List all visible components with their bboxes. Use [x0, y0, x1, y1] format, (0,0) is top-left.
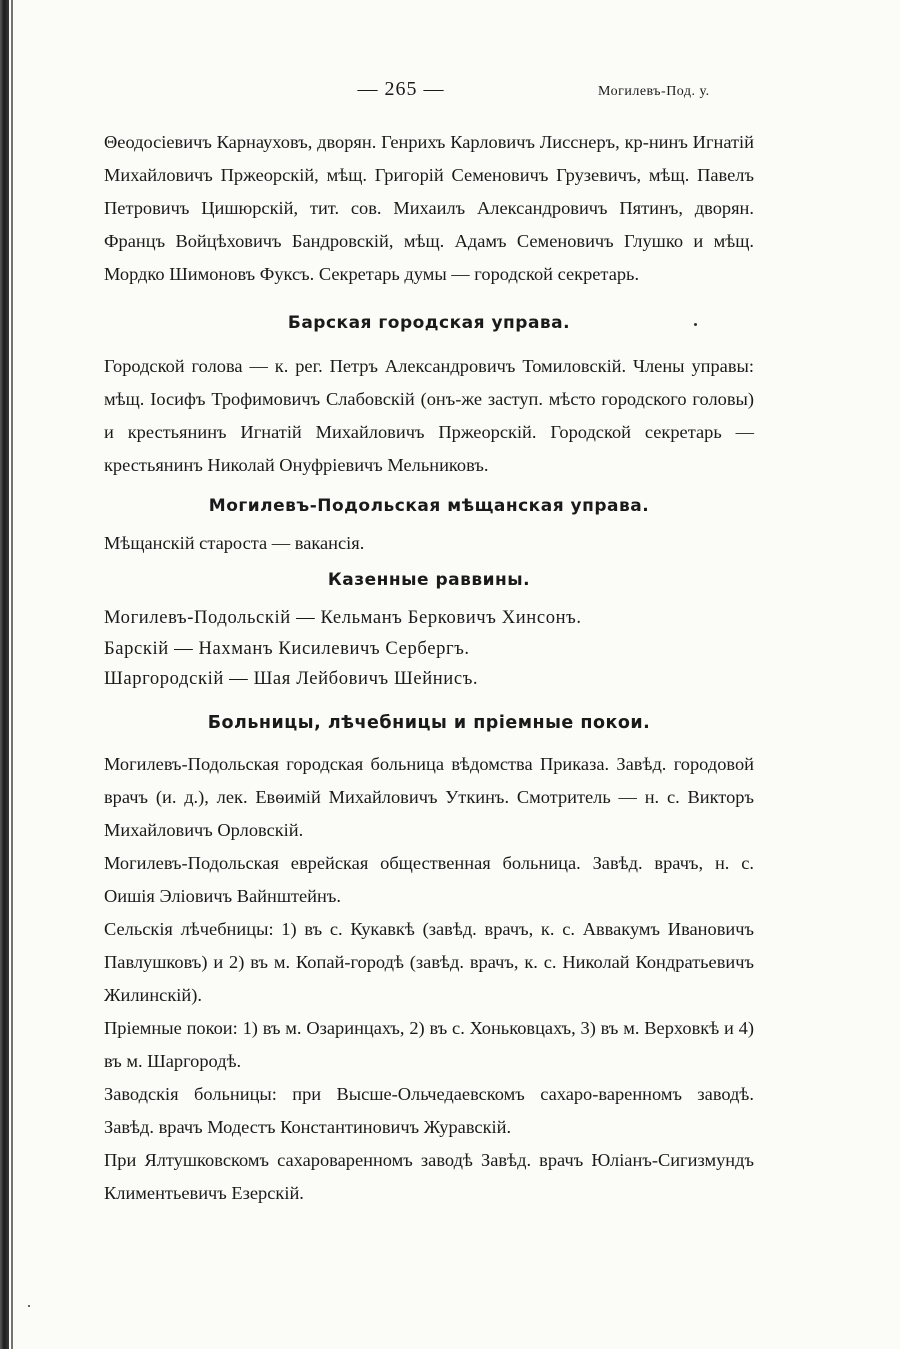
section-heading-hospitals: Больницы, лѣчебницы и пріемные покои. [207, 712, 651, 733]
binding-shadow [11, 0, 13, 1349]
rabbi-entry: Барскій — Нахманъ Кисилевичъ Сербергъ. [104, 637, 470, 659]
section-heading-meshchane-council: Могилевъ-Подольская мѣщанская управа. [208, 496, 650, 516]
hospital-paragraph: Сельскія лѣчебницы: 1) въ с. Кукавкѣ (завѣд. врачъ, к. с. Аввакумъ Ивановичъ Павлушковъ) и 2) въ м. Копай-городѣ (завѣд. врачъ, к. с. Николай Кондратьевичъ Жилинскій). [104, 918, 754, 1005]
print-speck [28, 1305, 30, 1307]
rabbi-entry: Могилевъ-Подольскій — Кельманъ Берковичъ Хинсонъ. [104, 607, 582, 628]
book-binding-edge [0, 0, 9, 1349]
hospital-paragraph: Могилевъ-Подольская городская больница вѣдомства Приказа. Завѣд. городовой врачъ (и. д.), лек. Евѳимій Михайловичъ Уткинъ. Смотритель — н. с. Викторъ Михайловичъ Орловскій. [104, 753, 754, 840]
page-body [104, 126, 754, 1210]
continuation-paragraph: Θеодосіевичъ Карнауховъ, дворян. Генрихъ Карловичъ Лисснеръ, кр-нинъ Игнатій Михайловичъ Пржеорскій, мѣщ. Григорій Семеновичъ Грузевичъ, мѣщ. Павелъ Петровичъ Цишюрскій, тит. сов. Михаилъ Александровичъ Пятинъ, дворян. Францъ Войцѣховичъ Бандровскій, мѣщ. Адамъ Семеновичъ Глушко и мѣщ. Мордко Шимоновъ Фуксъ. Секретарь думы — городской секретарь. [104, 132, 754, 284]
rabbi-entry: Шаргородскій — Шая Лейбовичъ Шейнисъ. [104, 668, 479, 689]
bar-council-paragraph: Городской голова — к. рег. Петръ Александровичъ Томиловскій. Члены управы: мѣщ. Іосифъ Трофимовичъ Слабовскій (онъ-же заступ. мѣсто городского головы) и крестьянинъ Игнатій Михайловичъ Пржеорскій. Городской секретарь — крестьянинъ Николай Онуфріевичъ Мельниковъ. [104, 356, 754, 475]
hospital-paragraph: Могилевъ-Подольская еврейская общественная больница. Завѣд. врачъ, н. с. Оишія Эліовичъ Вайнштейнъ. [104, 852, 754, 906]
hospital-paragraph: Заводскія больницы: при Высше-Ольчедаевскомъ сахаро-варенномъ заводѣ. Завѣд. врачъ Модестъ Константиновичъ Журавскій. [104, 1083, 754, 1137]
running-head: Могилевъ-Под. у. [598, 84, 710, 99]
hospital-paragraph: При Ялтушковскомъ сахароваренномъ заводѣ Завѣд. врачъ Юліанъ-Сигизмундъ Климентьевичъ Езерскій. [104, 1149, 754, 1203]
meshchane-paragraph: Мѣщанскій староста — вакансія. [104, 533, 365, 553]
hospital-paragraph: Пріемные покои: 1) въ м. Озаринцахъ, 2) въ с. Хоньковцахъ, 3) въ м. Верховкѣ и 4) въ м. Шаргородѣ. [104, 1017, 754, 1071]
section-heading-rabbis: Казенные раввины. [327, 570, 531, 590]
page-number: — 265 — [357, 78, 445, 100]
section-heading-bar-council: Барская городская управа. [287, 313, 571, 333]
